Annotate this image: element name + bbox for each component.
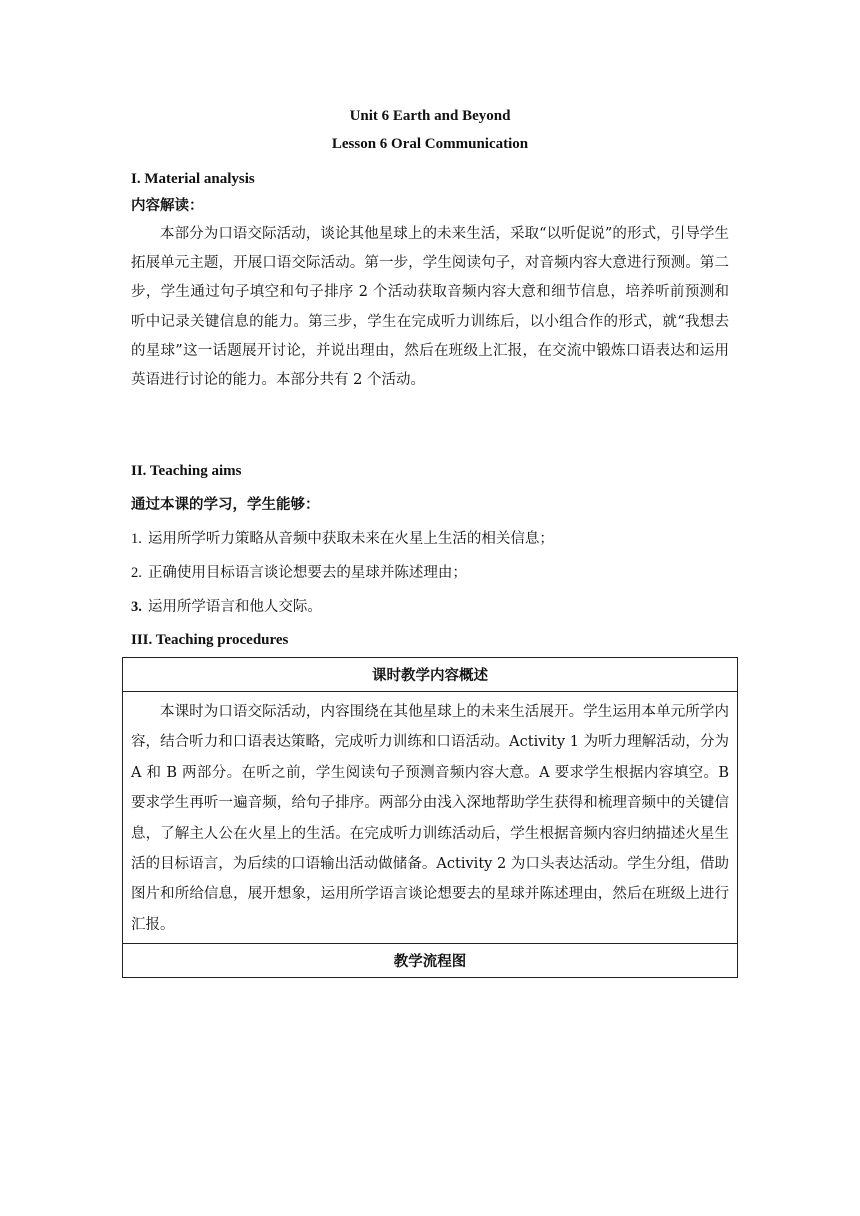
material-analysis-paragraph: 本部分为口语交际活动，谈论其他星球上的未来生活，采取“以听促说”的形式，引导学生拓展单元主题，开展口语交际活动。第一步，学生阅读句子，对音频内容大意进行预测。第二步，学生通过句子填空和句子排序 2 个活动获取音频内容大意和细节信息，培养听前预测和听中记录关键信息的能力。第三步，学生在完成听力训练后，以小组合作的形式，就“我想去的星球”这一话题展开讨论，并说出理由，然后在班级上汇报，在交流中锻炼口语表达和运用英语进行讨论的能力。本部分共有 2 个活动。 [131, 226, 729, 389]
aim-item-1 [131, 529, 729, 549]
aim-number: 3. [131, 599, 142, 615]
aim-number: 2. [131, 565, 142, 581]
teaching-procedures-table [122, 657, 738, 978]
teaching-aims-heading: II. Teaching aims [131, 463, 242, 479]
overview-text: 本课时为口语交际活动，内容围绕在其他星球上的未来生活展开。学生运用本单元所学内容，结合听力和口语表达策略，完成听力训练和口语活动。Activity 1 为听力理解活动，分为 A 和 B 两部分。在听之前，学生阅读句子预测音频内容大意。A 要求学生根据内容填空。B 要求学生再听一遍音频，给句子排序。两部分由浅入深地帮助学生获得和梳理音频中的关键信息，了解主人公在火星上的生活。在完成听力训练活动后，学生根据音频内容归纳描述火星生活的目标语言，为后续的口语输出活动做储备。Activity 2 为口头表达活动。学生分组，借助图片和所给信息，展开想象，运用所学语言谈论想要去的星球并陈述理由，然后在班级上进行汇报。 [131, 704, 729, 933]
aim-number: 1. [131, 531, 142, 547]
aim-item-2 [131, 563, 729, 583]
aim-item-3 [131, 597, 729, 617]
flowchart-header-cell: 教学流程图 [123, 944, 738, 978]
teaching-procedures-heading: III. Teaching procedures [131, 632, 289, 648]
aim-text: 运用所学语言和他人交际。 [147, 599, 322, 615]
teaching-aims-subheading: 通过本课的学习，学生能够： [131, 496, 320, 513]
content-interpretation-subheading: 内容解读： [131, 197, 204, 214]
overview-body-cell [123, 692, 738, 944]
lesson-title: Lesson 6 Oral Communication [331, 136, 529, 152]
aim-text: 正确使用目标语言谈论想要去的星球并陈述理由； [147, 565, 467, 581]
overview-header-cell: 课时教学内容概述 [123, 658, 738, 692]
unit-title: Unit 6 Earth and Beyond [349, 108, 511, 124]
material-analysis-heading: I. Material analysis [131, 171, 255, 187]
aim-text: 运用所学听力策略从音频中获取未来在火星上生活的相关信息； [147, 531, 554, 547]
